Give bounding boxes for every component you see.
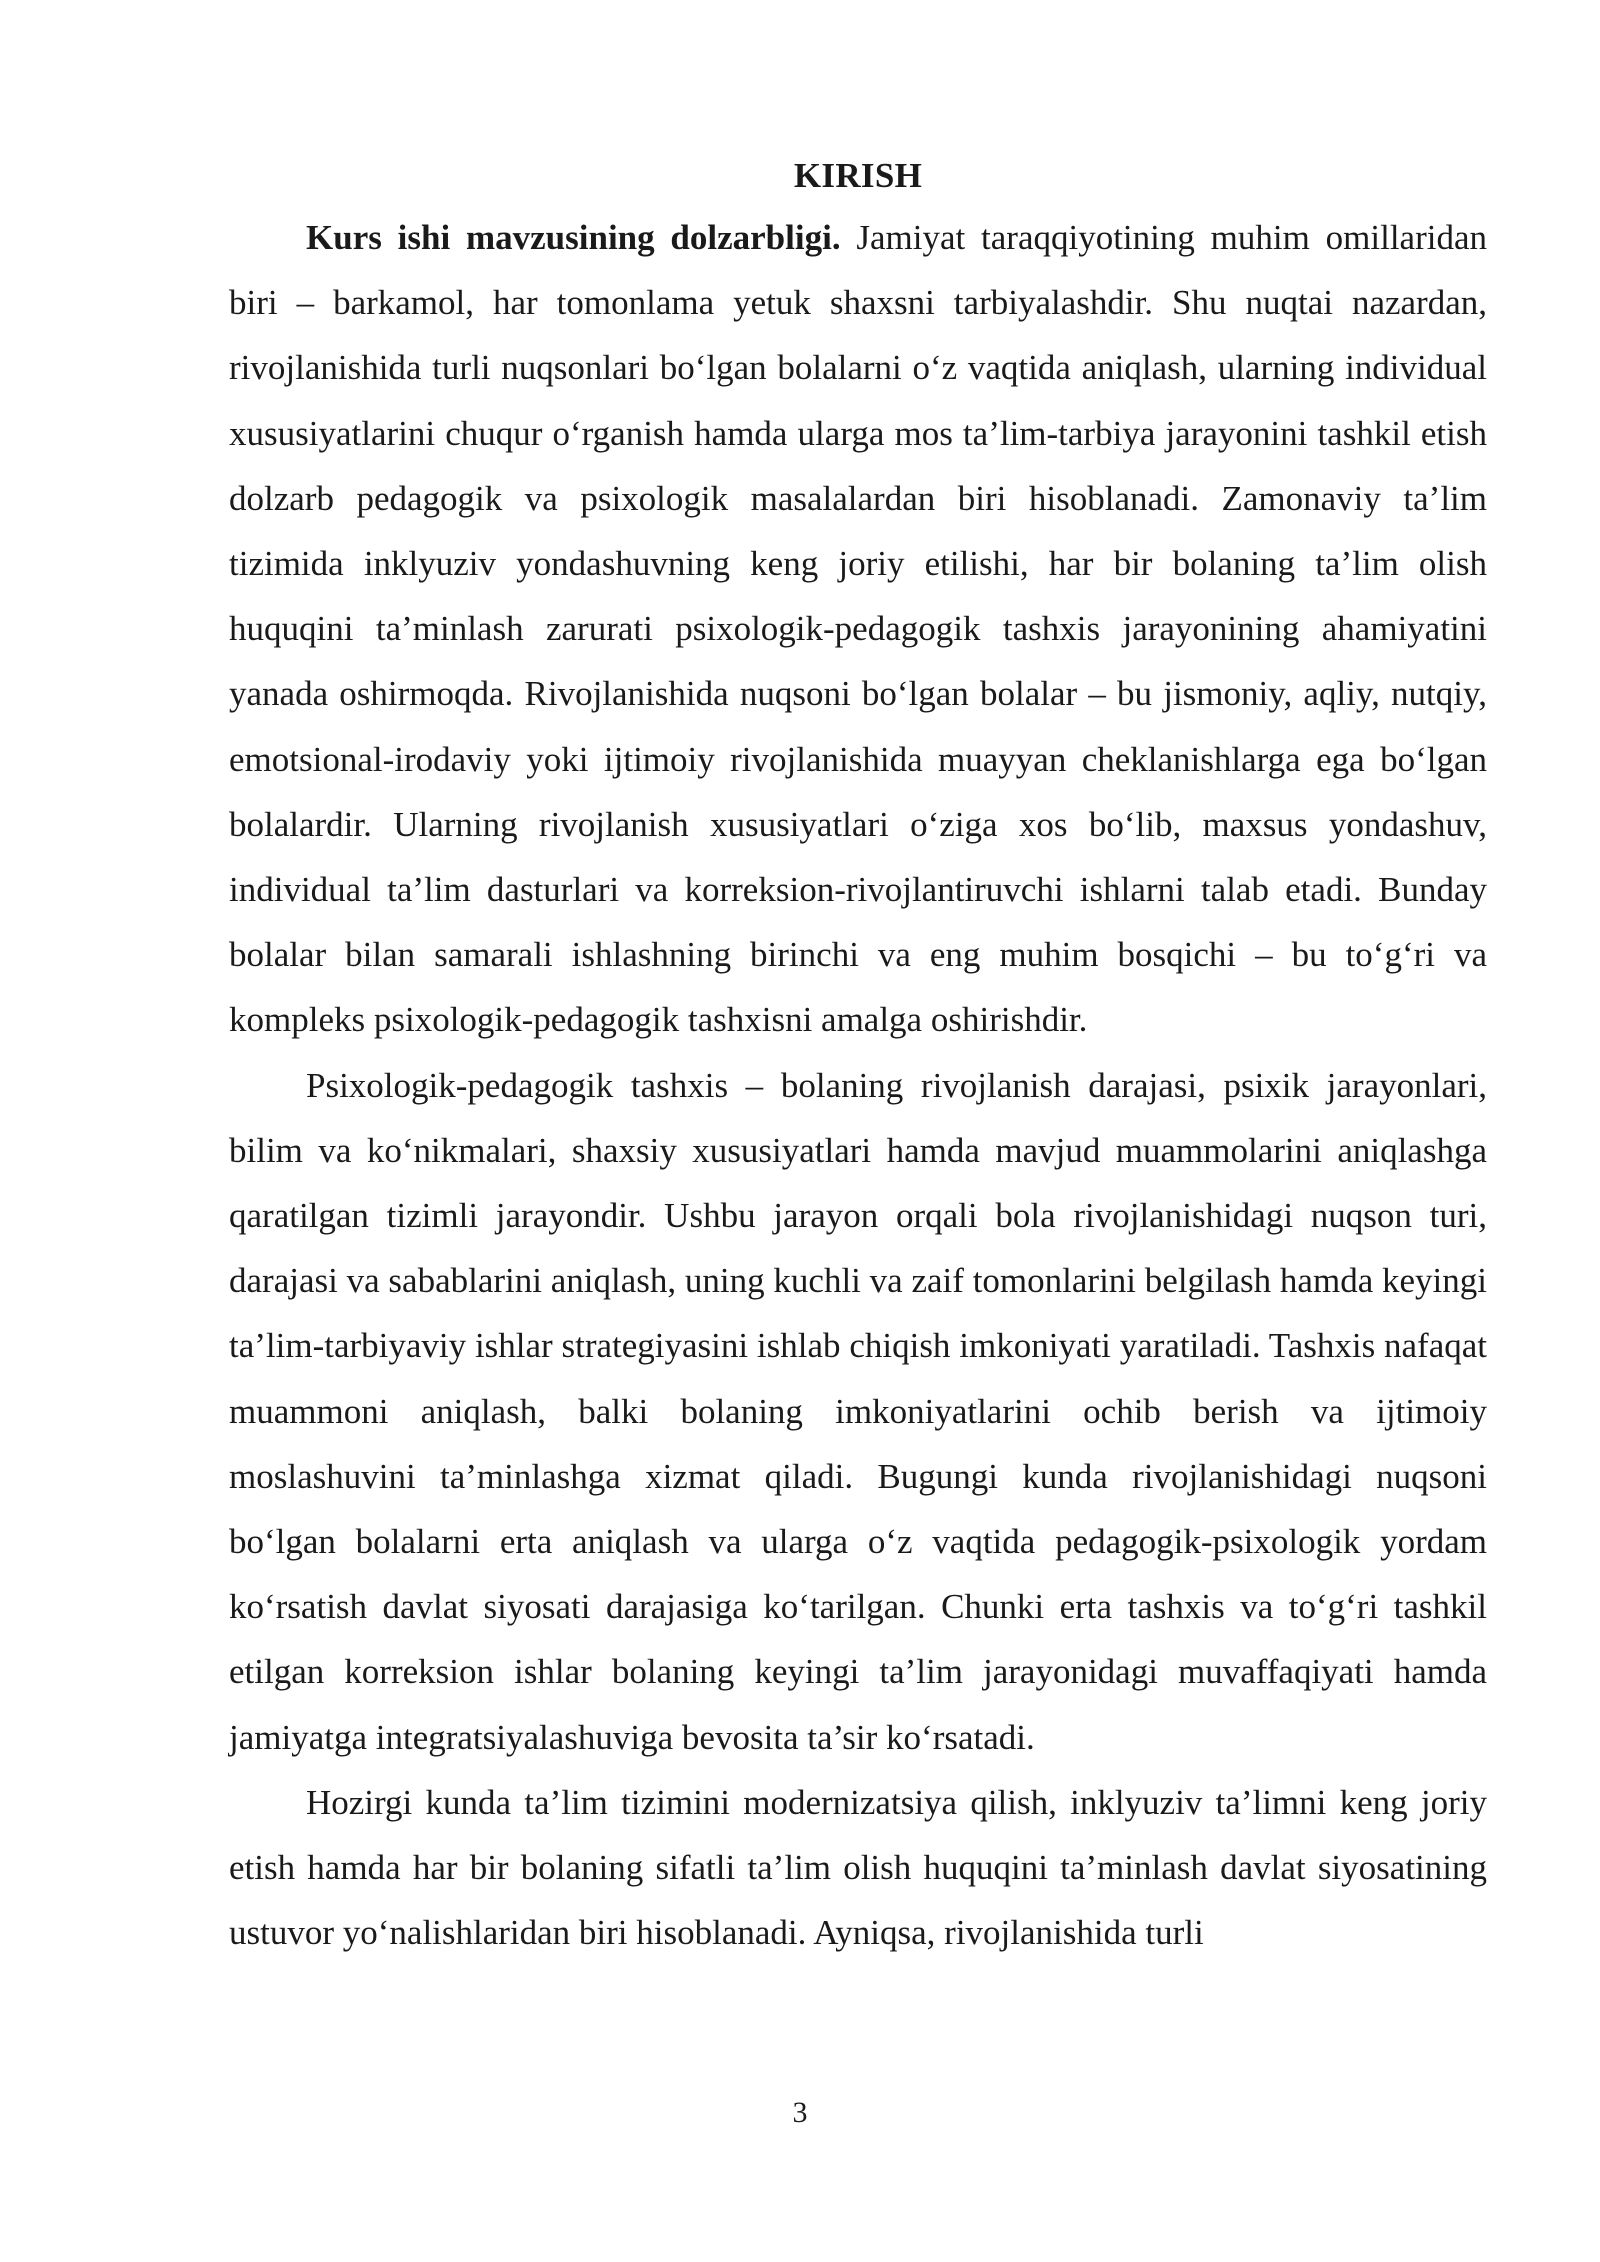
paragraph-modernization: Hozirgi kunda ta’lim tizimini modernizatsiya qilish, inklyuziv ta’limni keng joriy etish hamda har bir bolaning sifatli ta’lim olish huquqini ta’minlash davlat siyosatining ustuvor yo‘nalishlaridan biri hisoblanadi. Ayniqsa, rivojlanishida turli	[229, 1782, 1487, 1953]
paragraph-diagnosis: Psixologik-pedagogik tashxis – bolaning rivojlanish darajasi, psixik jarayonlari, bilim va ko‘nikmalari, shaxsiy xususiyatlari hamda mavjud muammolarini aniqlashga qaratilgan tizimli jarayondir. Ushbu jarayon orqali bola rivojlanishidagi nuqson turi, darajasi va sabablarini aniqlash, uning kuchli va zaif tomonlarini belgilash hamda keyingi ta’lim-tarbiyaviy ishlar strategiyasini ishlab chiqish imkoniyati yaratiladi. Tashxis nafaqat muammoni aniqlash, balki bolaning imkoniyatlarini ochib berish va ijtimoiy moslashuvini ta’minlashga xizmat qiladi. Bugungi kunda rivojlanishidagi nuqsoni bo‘lgan bolalarni erta aniqlash va ularga o‘z vaqtida pedagogik-psixologik yordam ko‘rsatish davlat siyosati darajasiga ko‘tarilgan. Chunki erta tashxis va to‘g‘ri tashkil etilgan korreksion ishlar bolaning keyingi ta’lim jarayonidagi muvaffaqiyati hamda jamiyatga integratsiyalashuviga bevosita ta’sir ko‘rsatadi.	[229, 1065, 1487, 1757]
page-number: 3	[792, 2096, 808, 2129]
section-heading: KIRISH	[793, 156, 923, 195]
page-content	[229, 146, 1487, 1965]
paragraph-text: Jamiyat taraqqiyotining muhim omillaridan biri – barkamol, har tomonlama yetuk shaxsni tarbiyalashdir. Shu nuqtai nazardan, rivojlanishida turli nuqsonlari bo‘lgan bolalarni o‘z vaqtida aniqlash, ularning individual xususiyatlarini chuqur o‘rganish hamda ularga mos ta’lim-tarbiya jarayonini tashkil etish dolzarb pedagogik va psixologik masalalardan biri hisoblanadi. Zamonaviy ta’lim tizimida inklyuziv yondashuvning keng joriy etilishi, har bir bolaning ta’lim olish huquqini ta’minlash zarurati psixologik-pedagogik tashxis jarayonining ahamiyatini yanada oshirmoqda. Rivojlanishida nuqsoni bo‘lgan bolalar – bu jismoniy, aqliy, nutqiy, emotsional-irodaviy yoki ijtimoiy rivojlanishida muayyan cheklanishlarga ega bo‘lgan bolalardir. Ularning rivojlanish xususiyatlari o‘ziga xos bo‘lib, maxsus yondashuv, individual ta’lim dasturlari va korreksion-rivojlantiruvchi ishlarni talab etadi. Bunday bolalar bilan samarali ishlashning birinchi va eng muhim bosqichi – bu to‘g‘ri va kompleks psixologik-pedagogik tashxisni amalga oshirishdir.	[229, 218, 1487, 1040]
paragraph-lead: Kurs ishi mavzusining dolzarbligi.	[306, 218, 841, 257]
paragraph-relevance	[229, 205, 1487, 1053]
